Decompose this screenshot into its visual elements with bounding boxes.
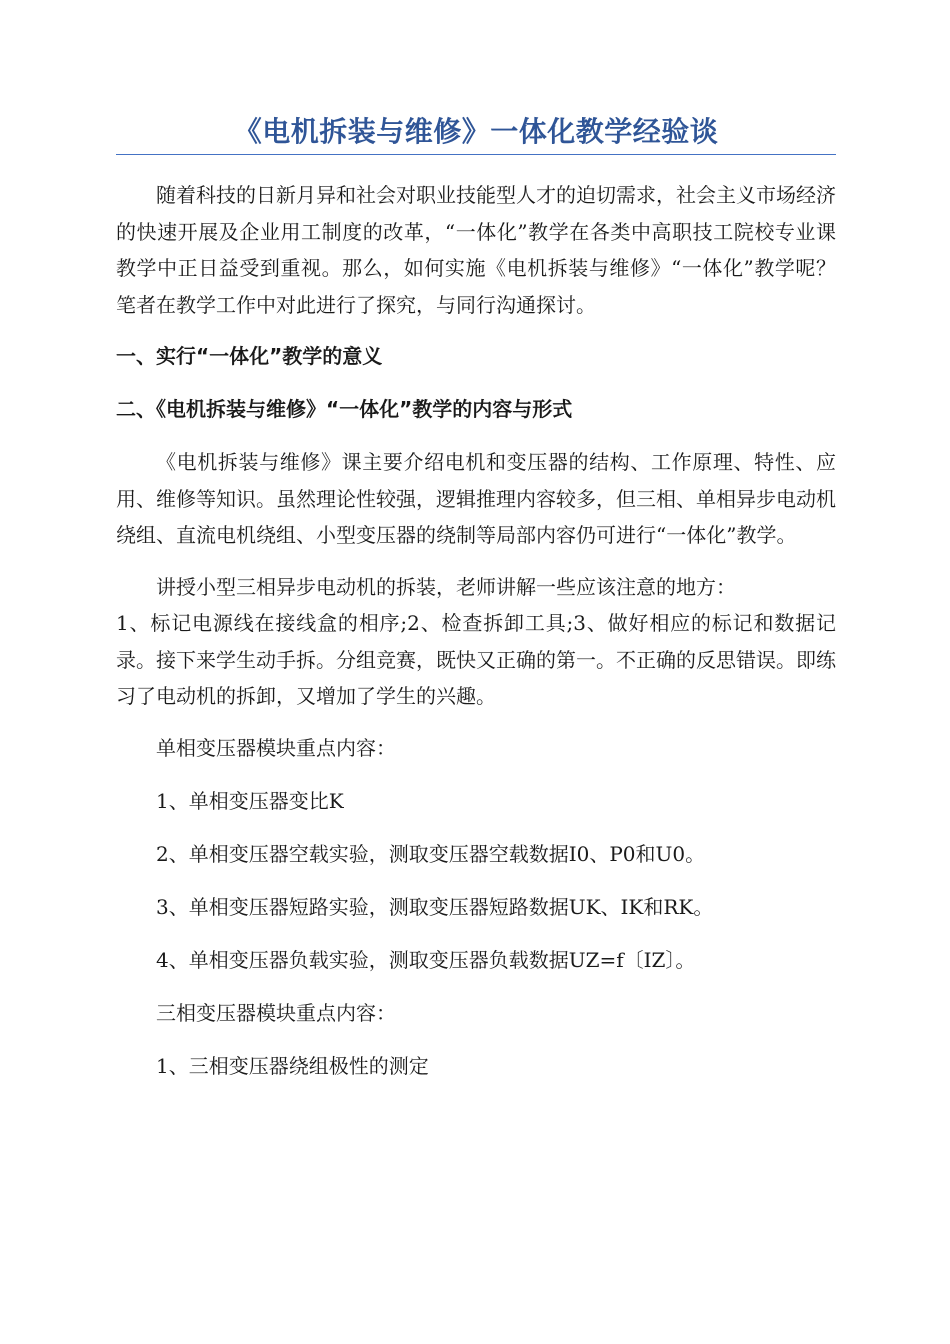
disassembly-paragraph: 1、标记电源线在接线盒的相序;2、检查拆卸工具;3、做好相应的标记和数据记录。接下来学生动手拆。分组竞赛，既快又正确的第一。不正确的反思错误。即练习了电动机的拆卸，又增加了学生的兴趣。: [116, 611, 836, 708]
single-phase-label: 单相变压器模块重点内容：: [156, 735, 396, 760]
list-item: 2、单相变压器空载实验，测取变压器空载数据I0、P0和U0。: [156, 841, 706, 866]
list-item: 3、单相变压器短路实验，测取变压器短路数据UK、IK和RK。: [156, 894, 714, 919]
list-item: 1、单相变压器变比K: [156, 788, 344, 813]
intro-paragraph: 随着科技的日新月异和社会对职业技能型人才的迫切需求，社会主义市场经济的快速开展及企业用工制度的改革，“一体化”教学在各类中高职技工院校专业课教学中正日益受到重视。那么，如何实施《电机拆装与维修》“一体化”教学呢？笔者在教学工作中对此进行了探究，与同行沟通探讨。: [116, 183, 836, 317]
list-item: 4、单相变压器负载实验，测取变压器负载数据UZ=f〔IZ〕。: [156, 947, 696, 972]
section-heading-1: 一、实行“一体化”教学的意义: [116, 344, 383, 368]
document-page: [116, 112, 836, 1101]
list-item: 1、三相变压器绕组极性的测定: [156, 1053, 429, 1078]
disassembly-lead: 讲授小型三相异步电动机的拆装，老师讲解一些应该注意的地方：: [156, 574, 736, 599]
section-heading-2: 二、《电机拆装与维修》“一体化”教学的内容与形式: [116, 397, 573, 421]
content-paragraph: 《电机拆装与维修》课主要介绍电机和变压器的结构、工作原理、特性、应用、维修等知识。虽然理论性较强，逻辑推理内容较多，但三相、单相异步电动机绕组、直流电机绕组、小型变压器的绕制等局部内容仍可进行“一体化”教学。: [116, 450, 836, 547]
document-title: 《电机拆装与维修》一体化教学经验谈: [116, 112, 836, 155]
three-phase-label: 三相变压器模块重点内容：: [156, 1000, 396, 1025]
